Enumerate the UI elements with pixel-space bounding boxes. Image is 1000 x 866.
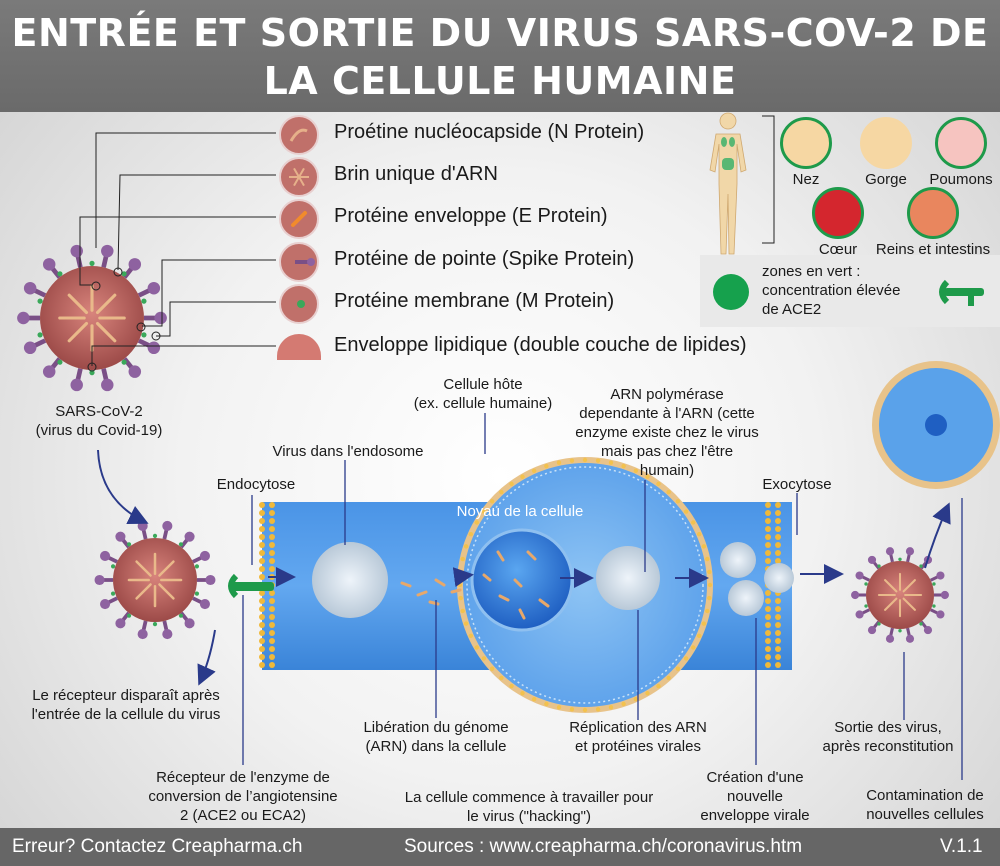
organ-lungs xyxy=(928,117,994,188)
nucleus-label: Noyau de la cellule xyxy=(456,503,584,520)
label-line: (ex. cellule humaine) xyxy=(413,395,553,412)
zones-line: de ACE2 xyxy=(762,301,822,318)
organ-kidney xyxy=(868,187,998,258)
new-envelope-label xyxy=(690,768,820,825)
new-cell xyxy=(872,361,1000,489)
organ-nose xyxy=(780,117,832,188)
replication-label xyxy=(548,718,728,756)
organ-label: Gorge xyxy=(865,171,907,188)
label-line: enzyme existe chez le virus xyxy=(575,424,759,441)
replication-vesicle xyxy=(596,546,660,610)
label-line: après reconstitution xyxy=(822,738,954,755)
virus-particle xyxy=(851,547,949,643)
sources-text: Sources : www.creapharma.ch/coronavirus.htm xyxy=(404,836,803,857)
label-line: (ARN) dans la cellule xyxy=(365,738,507,755)
label-line: l'entrée de la cellule du virus xyxy=(31,706,221,723)
n-protein-icon xyxy=(280,116,318,154)
contamination-label xyxy=(852,786,998,824)
label-line: mais pas chez l'être xyxy=(600,443,734,460)
label-line: humain) xyxy=(639,462,695,479)
virus-label-line: (virus du Covid-19) xyxy=(35,422,163,439)
organ-bracket xyxy=(762,116,774,243)
label-line: ARN polymérase xyxy=(610,386,724,403)
label-line: Cellule hôte xyxy=(443,376,523,393)
human-body-icon xyxy=(710,113,746,254)
organ-label: Cœur xyxy=(818,241,858,258)
m-protein-icon xyxy=(280,285,318,323)
hacking-label xyxy=(388,788,670,826)
label-line: Contamination de xyxy=(866,787,984,804)
zones-line: concentration élevée xyxy=(762,282,901,299)
label-line: Libération du génome xyxy=(363,719,509,736)
label-line: 2 (ACE2 ou ECA2) xyxy=(180,807,306,824)
lipid-envelope-icon xyxy=(277,334,321,360)
organ-throat xyxy=(858,117,914,188)
organ-label: Poumons xyxy=(929,171,993,188)
organ-label: Reins et intestins xyxy=(875,241,991,258)
label-line: Création d'une xyxy=(706,769,804,786)
zones-line: zones en vert : xyxy=(762,263,861,280)
title-line-2: LA CELLULE HUMAINE xyxy=(263,59,737,103)
label-line: nouvelles cellules xyxy=(866,806,984,823)
label-line: le virus ("hacking") xyxy=(466,808,592,825)
virus-label xyxy=(34,402,164,440)
label-line: enveloppe virale xyxy=(700,807,810,824)
heart-icon xyxy=(812,187,864,239)
exocytose-label: Exocytose xyxy=(762,476,832,493)
contact-text: Erreur? Contactez Creapharma.ch xyxy=(12,836,303,857)
legend-label: Protéine de pointe (Spike Protein) xyxy=(334,248,635,270)
virus-particle xyxy=(95,521,216,639)
legend-label: Protéine enveloppe (E Protein) xyxy=(334,205,608,227)
nose-icon xyxy=(780,117,832,169)
label-line: dependante à l'ARN (cette xyxy=(579,405,755,422)
rna-polymerase-label xyxy=(562,385,772,480)
organ-label: Nez xyxy=(792,171,820,188)
legend-label: Enveloppe lipidique (double couche de lipides) xyxy=(334,334,747,356)
legend-label: Brin unique d'ARN xyxy=(334,163,498,185)
kidney-intestine-icon xyxy=(907,187,959,239)
footer-bar xyxy=(0,828,1000,866)
label-line: et protéines virales xyxy=(575,738,701,755)
label-line: La cellule commence à travailler pour xyxy=(404,789,654,806)
zones-text xyxy=(762,262,900,319)
green-zone-dot xyxy=(713,274,749,310)
version-text: V.1.1 xyxy=(940,836,983,857)
endosome-vesicle xyxy=(312,542,388,618)
host-cell-label xyxy=(398,375,568,413)
receptor-enzyme-label xyxy=(138,768,348,825)
e-protein-icon xyxy=(280,200,318,238)
genome-release-label xyxy=(350,718,522,756)
label-line: Réplication des ARN xyxy=(569,719,707,736)
label-line: Le récepteur disparaît après xyxy=(32,687,220,704)
virus-endosome-label: Virus dans l'endosome xyxy=(272,443,424,460)
label-line: Sortie des virus, xyxy=(834,719,942,736)
label-line: Récepteur de l'enzyme de xyxy=(156,769,330,786)
lungs-icon xyxy=(935,117,987,169)
endocytose-label: Endocytose xyxy=(216,476,296,493)
label-line: conversion de l’angiotensine xyxy=(148,788,338,805)
receptor-disappears-label xyxy=(6,686,246,724)
spike-protein-icon xyxy=(280,243,318,281)
virus-particle xyxy=(17,245,167,391)
throat-icon xyxy=(860,117,912,169)
rna-strand-icon xyxy=(280,158,318,196)
organ-heart xyxy=(808,187,868,258)
title-line-1: ENTRÉE ET SORTIE DU VIRUS SARS-COV-2 DE xyxy=(11,11,989,55)
virus-label-line: SARS-CoV-2 xyxy=(55,403,143,420)
virus-exit-label xyxy=(808,718,968,756)
legend-label: Proétine nucléocapside (N Protein) xyxy=(334,121,645,143)
label-line: nouvelle xyxy=(727,788,783,805)
legend-label: Protéine membrane (M Protein) xyxy=(334,290,615,312)
